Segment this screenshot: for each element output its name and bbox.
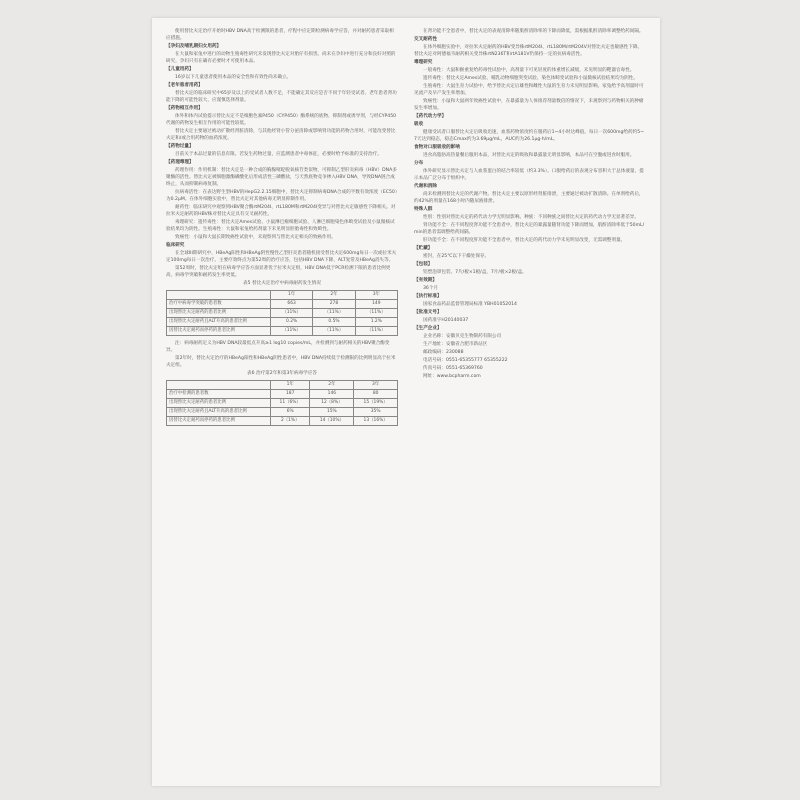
body-paragraph: 尚未检测到替比夫定的代谢产物。替比夫定主要以原形经肾脏排泄，主要通过被动扩散清除。在单剂给药后，约42%的剂量在168小时内随尿液排泄。 bbox=[414, 192, 644, 204]
table-row-label: 出现替比夫定耐药且ALT升高的患者比例 bbox=[167, 318, 271, 327]
table-row bbox=[167, 408, 398, 417]
section-heading: 【包装】 bbox=[414, 262, 433, 267]
table-row-label: 因替比夫定耐药而停药的患者比例 bbox=[167, 417, 271, 426]
body-paragraph: 一般毒性：大鼠和猴重复给药毒性试验中，高剂量下可见轻度的体重增长减缓，未见明显的靶器官毒性。 bbox=[423, 68, 635, 73]
table-cell: 80 bbox=[354, 390, 398, 399]
table-row bbox=[167, 327, 398, 336]
table-cell: 2（1%） bbox=[270, 417, 310, 426]
section-heading: 【有效期】 bbox=[414, 278, 437, 283]
section-heading: 临床研究 bbox=[166, 243, 185, 248]
table-cell: 0.5% bbox=[313, 318, 355, 327]
body-paragraph: 替比夫定主要通过被动扩散经肾脏清除，与其他经肾小管分泌清除或影响肾功能的药物合用时，可能改变替比夫定和/或合用药物的血药浓度。 bbox=[166, 129, 396, 141]
body-paragraph: 邮政编码：230088 bbox=[423, 350, 464, 355]
table-cell: 35% bbox=[354, 408, 398, 417]
table-cell: （11%） bbox=[313, 309, 355, 318]
table-cell: 13（16%） bbox=[354, 417, 398, 426]
table-header-cell bbox=[167, 291, 271, 300]
table-cell: 1.2% bbox=[355, 318, 397, 327]
table-cell: 14（10%） bbox=[310, 417, 354, 426]
body-paragraph: 抗病毒活性：在表达野生型HBV的HepG2.2.15细胞中，替比夫定抑制病毒DNA合成的半数有效浓度（EC50）为0.2μM。在体外细胞实验中，替比夫定对其他病毒无明显抑制作用。 bbox=[166, 190, 398, 202]
body-paragraph: 药理作用：作用机制：替比夫定是一种合成的胸腺嘧啶脱氧核苷类似物，可抑制乙型肝炎病毒（HBV）DNA多聚酶的活性。替比夫定被细胞激酶磷酸化后形成活性三磷酸盐，与天然底物竞争掺入HBV DNA，导致DNA链合成终止，从而抑制病毒复制。 bbox=[166, 168, 397, 187]
body-paragraph: 进食高脂肪高热量餐后服用本品，对替比夫定的吸收和暴露量无明显影响，本品可在空腹或进食时服用。 bbox=[423, 153, 635, 158]
body-paragraph: 肝功能不全：在不同程度肝功能不全患者中，替比夫定的药代动力学未见明显改变，无需调整剂量。 bbox=[423, 238, 626, 243]
body-paragraph: 国家食品药品监督管理局标准 YBH01052014 bbox=[423, 302, 517, 307]
body-paragraph: 耐药性：临床研究中观察到HBV聚合酶rtM204I、rtL180M和rtM204I变异与对替比夫定敏感性下降相关。对拉米夫定耐药的HBV株对替比夫定具有交叉耐药性。 bbox=[166, 205, 396, 217]
resistance-table-1 bbox=[166, 290, 398, 336]
body-paragraph: 遗传毒性：替比夫定Ames试验、哺乳动物细胞突变试验、染色体畸变试验和小鼠微核试验结果均为阴性。 bbox=[423, 76, 638, 81]
table-row bbox=[167, 399, 398, 408]
body-paragraph: 体外和体内试验提示替比夫定不是细胞色素P450（CYP450）酶系统的底物、抑制剂或诱导剂，与经CYP450代谢的药物发生相互作用的可能性较低。 bbox=[166, 114, 397, 126]
table-cell: 12（8%） bbox=[310, 399, 354, 408]
section-heading: 特殊人群 bbox=[414, 207, 433, 212]
section-heading: 毒理研究 bbox=[414, 60, 433, 65]
table-cell: （11%） bbox=[355, 309, 397, 318]
body-paragraph: 使用替比夫定治疗开始时HBV DNA高于检测限的患者，疗程中应定期检测病毒学应答，并对耐药患者采取相应措施。 bbox=[166, 29, 394, 41]
body-paragraph: 16岁以下儿童患者使用本品的安全性和有效性尚未确立。 bbox=[175, 75, 292, 80]
body-paragraph: 致癌性：小鼠和大鼠两年致癌性试验中，在暴露量为人体推荐剂量数倍的情况下，未观察到与药物相关的肿瘤发生率增加。 bbox=[414, 99, 644, 111]
body-paragraph: 36个月 bbox=[423, 286, 439, 291]
section-heading: 代谢和消除 bbox=[414, 184, 437, 189]
table-header-cell: 1年 bbox=[270, 381, 310, 390]
section-heading: 【老年患者用药】 bbox=[166, 83, 203, 88]
table-row-label: 因替比夫定耐药而停药的患者比例 bbox=[167, 327, 271, 336]
table-cell: 149 bbox=[355, 300, 397, 309]
section-heading: 【贮藏】 bbox=[414, 246, 433, 251]
body-paragraph: 健康受试者口服替比夫定后吸收迅速，血浆药物浓度约在服药后1~4小时达峰值。每日一次600mg给药约5~7天达到稳态，稳态Cmax约为3.69μg/mL，AUC约为26.1μg·h/mL。 bbox=[414, 130, 644, 142]
section-heading: 分布 bbox=[414, 161, 424, 166]
body-paragraph: 第2年时，替比夫定治疗的HBeAg阳性和HBeAg阴性患者中，HBV DNA持续低于检测限的比例明显高于拉米夫定组。 bbox=[166, 356, 396, 368]
body-paragraph: 生产地址：安徽省合肥市新站区 bbox=[423, 342, 488, 347]
body-paragraph: 企业名称：安徽贝克生物制药有限公司 bbox=[423, 334, 502, 339]
body-paragraph: 肾功能不全：在不同程度肾功能不全患者中，替比夫定的暴露量随肾功能下降而增加，肌酐清除率低于50mL/min的患者需调整给药间隔。 bbox=[414, 223, 645, 235]
body-paragraph: 国药准字H20140037 bbox=[423, 318, 469, 323]
body-paragraph: 密封，在25℃以下干燥处保存。 bbox=[423, 254, 490, 259]
left-column bbox=[166, 28, 398, 430]
section-heading: 【药物过量】 bbox=[166, 144, 194, 149]
table-row bbox=[167, 300, 398, 309]
table-cell: 0.2% bbox=[270, 318, 312, 327]
body-paragraph: 铝塑泡罩包装。7片/板×1板/盒，7片/板×2板/盒。 bbox=[423, 270, 527, 275]
section-heading: 交叉耐药性 bbox=[414, 37, 437, 42]
table-cell: 11（6%） bbox=[270, 399, 310, 408]
section-heading: 吸收 bbox=[414, 122, 424, 127]
body-paragraph: 生殖毒性：大鼠生育力试验中，给予替比夫定后雄性和雌性大鼠的生育力未见明显影响。家兔给予高剂量时可见流产及早产发生率增加。 bbox=[414, 84, 644, 96]
body-paragraph: 在肾功能不全患者中，替比夫定的表观清除率随肌酐清除率的下降而降低，需根据肌酐清除率调整给药间隔。 bbox=[423, 29, 644, 34]
table-row-label: 出现替比夫定耐药的患者比例 bbox=[167, 309, 271, 318]
table-cell: （11%） bbox=[355, 327, 397, 336]
section-heading: 【执行标准】 bbox=[414, 294, 442, 299]
section-heading: 食物对口服吸收的影响 bbox=[414, 145, 460, 150]
body-paragraph: 替比夫定的临床研究中65岁及以上的受试者人数不足，不能确定其反应是否不同于年轻受试者。老年患者肾功能下降的可能性较大，应谨慎选择剂量。 bbox=[166, 91, 397, 103]
section-heading: 【药代动力学】 bbox=[414, 114, 447, 119]
resistance-table-2 bbox=[166, 380, 398, 426]
body-paragraph: 目前关于本品过量的信息有限。若发生药物过量，应监测患者中毒体征，必要时给予标准的支持治疗。 bbox=[175, 152, 382, 157]
body-paragraph: 在大鼠和家兔中进行的动物生殖毒性研究未发现替比夫定对胎仔有损害。尚未在孕妇中进行充分和良好对照的研究，孕妇只有在确有必要时才可使用本品。 bbox=[166, 52, 396, 64]
table-header-row bbox=[167, 291, 398, 300]
body-paragraph: 注：病毒耐药定义为HBV DNA较最低点升高≥1 log10 copies/mL，并检测到与耐药相关的HBV聚合酶变异。 bbox=[166, 341, 390, 353]
table-header-row bbox=[167, 381, 398, 390]
table-row bbox=[167, 417, 398, 426]
table-header-cell: 1年 bbox=[270, 291, 312, 300]
table-cell: 663 bbox=[270, 300, 312, 309]
body-paragraph: 体外研究显示替比夫定与人血浆蛋白的结合率较低（约3.3%）。口服给药后的表观分布容积大于总体液量，提示本品广泛分布于组织中。 bbox=[414, 169, 644, 181]
body-paragraph: 毒理研究：遗传毒性：替比夫定Ames试验、小鼠淋巴瘤细胞试验、人淋巴细胞染色体畸变试验及小鼠微核试验结果均为阴性。生殖毒性：大鼠和家兔给药剂量下未见明显胚胎毒性和致畸性。 bbox=[166, 220, 395, 232]
section-heading: 【孕妇及哺乳期妇女用药】 bbox=[166, 44, 222, 49]
body-paragraph: 性别：性别对替比夫定的药代动力学无明显影响。种族：不同种族之间替比夫定的药代动力学无显著差异。 bbox=[423, 215, 639, 220]
table-row-label: 出现替比夫定耐药的患者比例 bbox=[167, 399, 271, 408]
table-cell: 278 bbox=[313, 300, 355, 309]
body-paragraph: 网址：www.bcpharm.com bbox=[423, 374, 481, 379]
table-cell: （11%） bbox=[270, 309, 312, 318]
table-header-cell: 2年 bbox=[310, 381, 354, 390]
leaflet-sheet bbox=[152, 18, 660, 786]
section-heading: 【批准文号】 bbox=[414, 310, 442, 315]
table-cell: 187 bbox=[270, 390, 310, 399]
body-paragraph: 在全球III期研究中，HBeAg阳性和HBeAg阴性慢性乙型肝炎患者随机接受替比夫定600mg每日一次或拉米夫定100mg每日一次治疗。主要疗效终点为第52周的治疗应答，包括HBV DNA下降、ALT复常及HBeAg消失等。 bbox=[166, 251, 397, 263]
body-paragraph: 致癌性：小鼠和大鼠长期致癌性试验中，未观察到与替比夫定相关的致癌作用。 bbox=[175, 235, 336, 240]
body-paragraph: 传真号码：0551-65369760 bbox=[423, 366, 483, 371]
table-cell: 6% bbox=[270, 408, 310, 417]
body-paragraph: 在体外细胞实验中，对拉米夫定耐药的HBV变异株rtM204I、rtL180M/rtM204V对替比夫定也敏感性下降。替比夫定对阿德福韦耐药相关变异株rtN236T和rtA181V仍保持一定的抗病毒活性。 bbox=[414, 45, 643, 57]
table-caption: 表6 治疗第2年和第3年病毒学应答 bbox=[247, 371, 317, 376]
table-row bbox=[167, 390, 398, 399]
table-row-label: 治疗中检测的患者数 bbox=[167, 390, 271, 399]
section-heading: 【儿童用药】 bbox=[166, 67, 194, 72]
table-header-cell: 3年 bbox=[355, 291, 397, 300]
table-row bbox=[167, 309, 398, 318]
table-caption: 表5 替比夫定治疗中病毒耐药发生情况 bbox=[243, 281, 321, 286]
table-cell: （11%） bbox=[270, 327, 312, 336]
body-paragraph: 电话号码：0551-65355777 65355222 bbox=[423, 358, 508, 363]
table-cell: 15（19%） bbox=[354, 399, 398, 408]
table-header-cell: 3年 bbox=[354, 381, 398, 390]
table-row bbox=[167, 318, 398, 327]
table-row-label: 出现替比夫定耐药且ALT升高的患者比例 bbox=[167, 408, 271, 417]
table-cell: 146 bbox=[310, 390, 354, 399]
table-cell: 15% bbox=[310, 408, 354, 417]
section-heading: 【药物相互作用】 bbox=[166, 106, 203, 111]
right-column bbox=[414, 28, 646, 381]
table-header-cell: 2年 bbox=[313, 291, 355, 300]
table-header-cell bbox=[167, 381, 271, 390]
body-paragraph: 第52周时，替比夫定组在病毒学应答方面显著优于拉米夫定组，HBV DNA低于PCR检测下限的患者比例更高，病毒学突破和耐药发生率更低。 bbox=[166, 266, 391, 278]
table-cell: （11%） bbox=[313, 327, 355, 336]
table-row-label: 治疗中病毒学突破的患者数 bbox=[167, 300, 271, 309]
section-heading: 【生产企业】 bbox=[414, 326, 442, 331]
section-heading: 【药理毒理】 bbox=[166, 160, 194, 165]
